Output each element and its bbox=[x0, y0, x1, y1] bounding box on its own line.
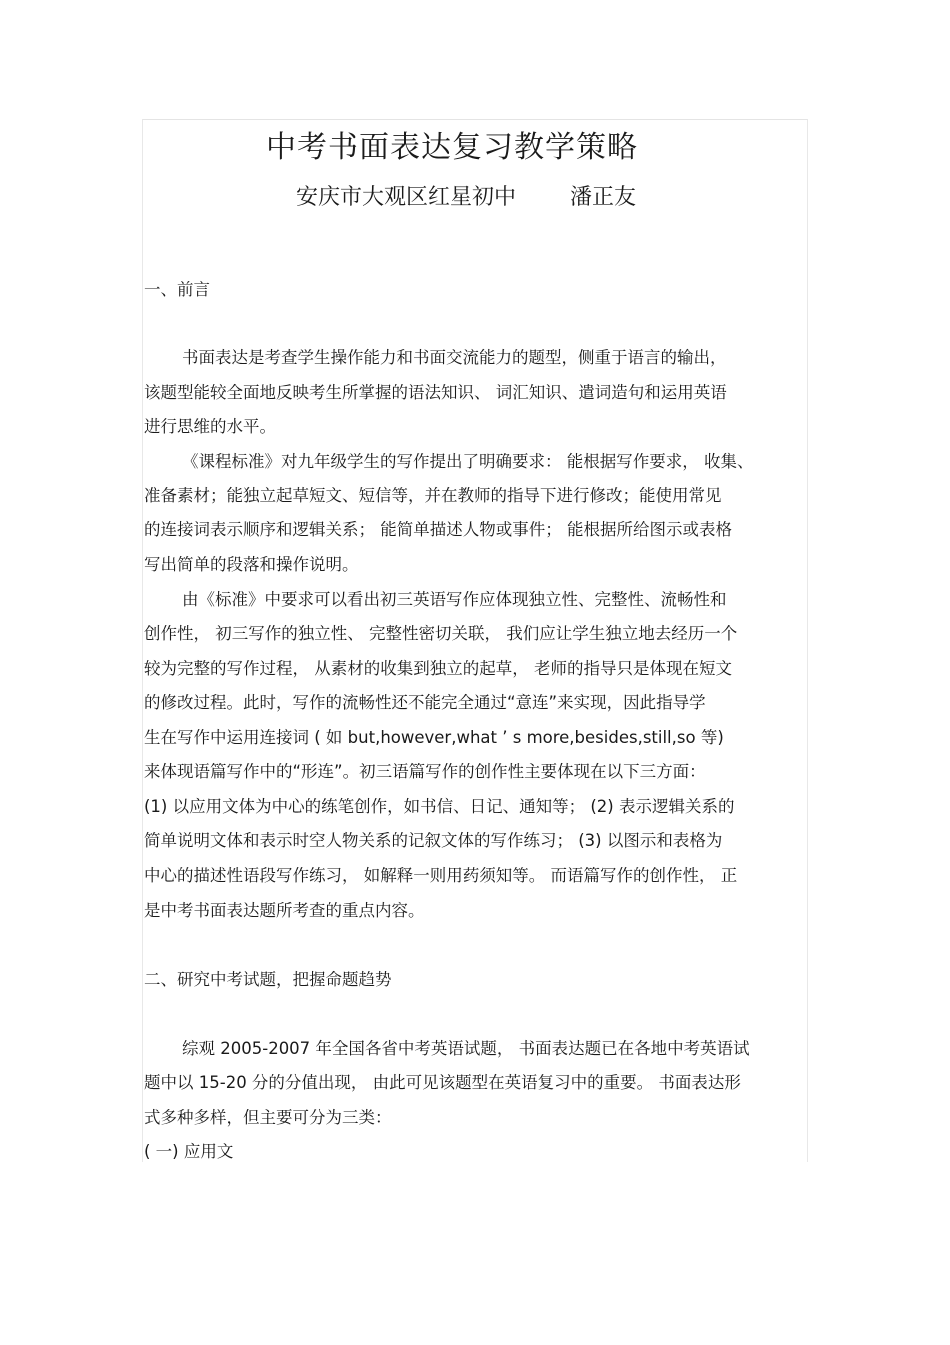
paragraph-line: 该题型能较全面地反映考生所掌握的语法知识、 词汇知识、遣词造句和运用英语 bbox=[144, 383, 727, 402]
paragraph-line: 题中以 15-20 分的分值出现， 由此可见该题型在英语复习中的重要。 书面表达形 bbox=[144, 1073, 741, 1092]
author-line bbox=[296, 180, 636, 211]
subheading-practical-writing: ( 一) 应用文 bbox=[144, 1142, 234, 1161]
paragraph-line: 准备素材；能独立起草短文、短信等，并在教师的指导下进行修改；能使用常见 bbox=[144, 486, 722, 505]
paragraph-line: 《课程标准》对九年级学生的写作提出了明确要求： 能根据写作要求， 收集、 bbox=[182, 452, 754, 471]
paragraph-line: 是中考书面表达题所考查的重点内容。 bbox=[144, 901, 425, 920]
paragraph-line: 中心的描述性语段写作练习， 如解释一则用药须知等。 而语篇写作的创作性， 正 bbox=[144, 866, 738, 885]
paragraph-line: 式多种多样，但主要可分为三类： bbox=[144, 1108, 392, 1127]
page-title: 中考书面表达复习教学策略 bbox=[266, 130, 638, 165]
paragraph-line: 来体现语篇写作中的“形连”。初三语篇写作的创作性主要体现在以下三方面： bbox=[144, 762, 706, 781]
paragraph-line: 的修改过程。此时，写作的流畅性还不能完全通过“意连”来实现，因此指导学 bbox=[144, 693, 706, 712]
paragraph-line: 简单说明文体和表示时空人物关系的记叙文体的写作练习； (3) 以图示和表格为 bbox=[144, 831, 723, 850]
paragraph-line: 书面表达是考查学生操作能力和书面交流能力的题型，侧重于语言的输出， bbox=[182, 348, 727, 367]
paragraph-line: 生在写作中运用连接词 ( 如 but,however,what ’ s more,besides,still,so 等) bbox=[144, 728, 724, 747]
paragraph-line: 进行思维的水平。 bbox=[144, 417, 276, 436]
author-name: 潘正友 bbox=[570, 185, 637, 210]
paragraph-line: 由《标准》中要求可以看出初三英语写作应体现独立性、完整性、流畅性和 bbox=[182, 590, 727, 609]
paragraph-line: 创作性， 初三写作的独立性、 完整性密切关联， 我们应让学生独立地去经历一个 bbox=[144, 624, 738, 643]
paragraph-line: 的连接词表示顺序和逻辑关系； 能简单描述人物或事件； 能根据所给图示或表格 bbox=[144, 520, 732, 539]
paragraph-line: 写出简单的段落和操作说明。 bbox=[144, 555, 359, 574]
author-school: 安庆市大观区红星初中 bbox=[296, 185, 517, 210]
paragraph-line: 较为完整的写作过程， 从素材的收集到独立的起草， 老师的指导只是体现在短文 bbox=[144, 659, 732, 678]
paragraph-line: (1) 以应用文体为中心的练笔创作，如书信、日记、通知等； (2) 表示逻辑关系的 bbox=[144, 797, 735, 816]
paragraph-line: 综观 2005-2007 年全国各省中考英语试题， 书面表达题已在各地中考英语试 bbox=[182, 1039, 750, 1058]
section-heading-research: 二、研究中考试题，把握命题趋势 bbox=[144, 970, 392, 989]
section-heading-preface: 一、前言 bbox=[144, 280, 210, 299]
